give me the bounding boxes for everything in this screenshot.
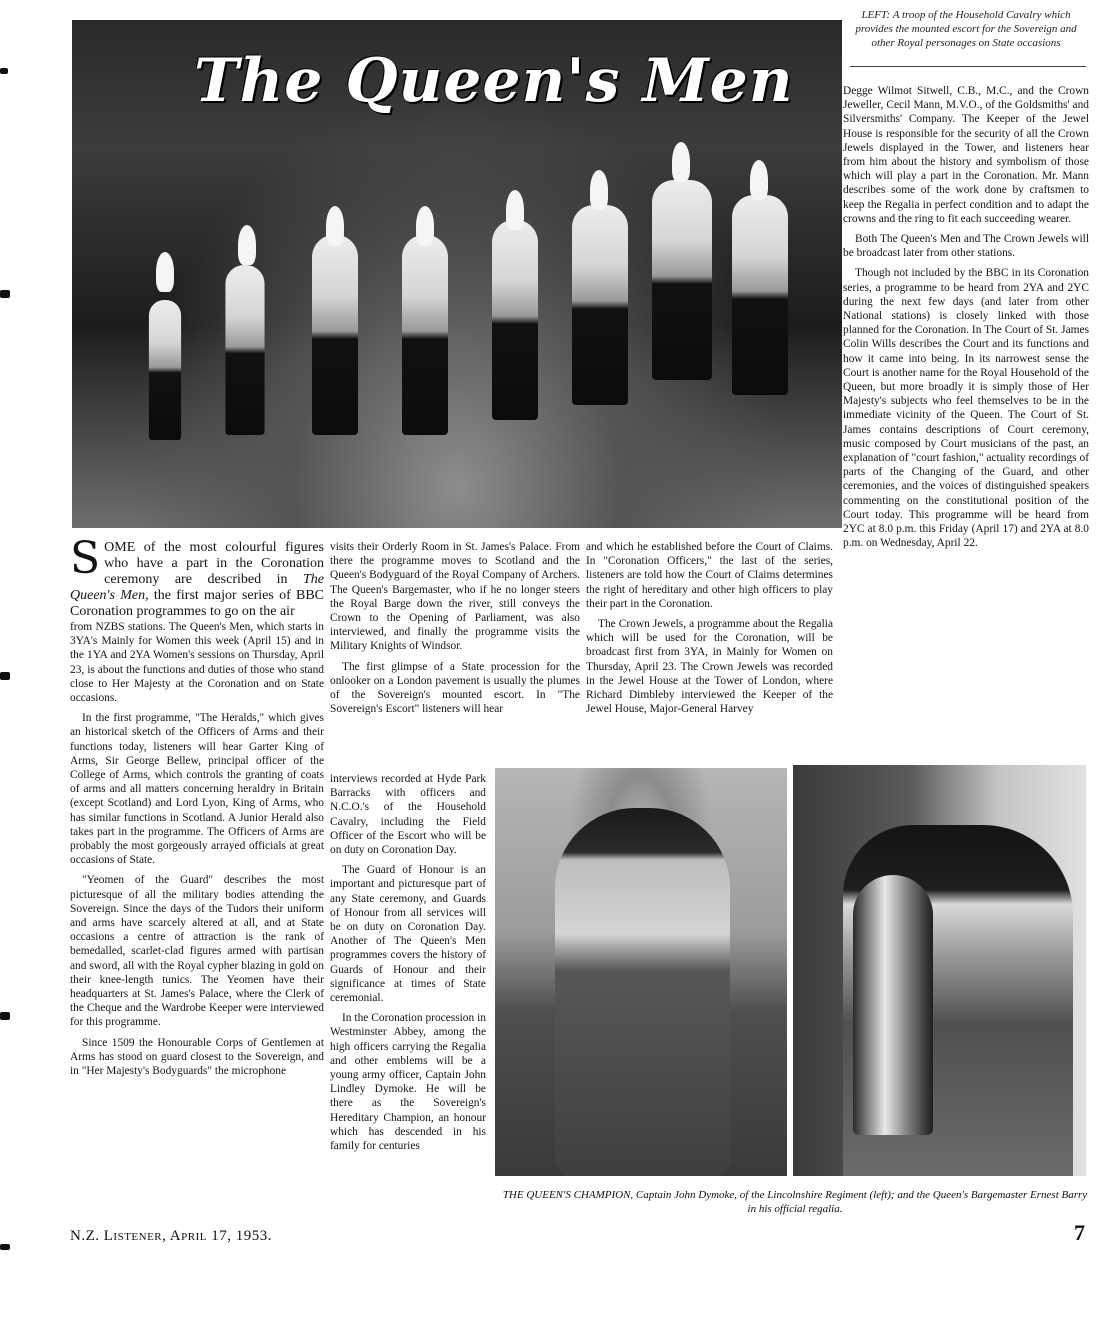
queens-champion-photo [495,768,787,1176]
paragraph: from NZBS stations. The Queen's Men, which starts in 3YA's Mainly for Women this week (April 15) and in the 1YA and 2YA Women's sessions on Thursday, April 23, is about the functions and duties of those who stand close to Her Majesty at the Coronation and on State occasions. [70,621,324,705]
page-number: 7 [1074,1220,1085,1245]
paragraph: Since 1509 the Honourable Corps of Gentlemen at Arms has stood on guard closest to the Sovereign, and in "Her Majesty's Bodyguards" the microphone [70,1036,324,1078]
mace-regalia [853,875,933,1135]
paragraph: The Guard of Honour is an important and picturesque part of any State ceremony, and Guards of Honour from all services will be on duty on Coronation Day. Another of The Queen's Men programmes covers the history of Guards of Honour and their significance at times of State ceremonial. [330,864,486,1005]
paragraph: visits their Orderly Room in St. James's Palace. From there the programme moves to Scotland and the Queen's Bodyguard of the Royal Company of Archers. The Queen's Bargemaster, who if he no longer steers the Royal Barge down the river, still conveys the Crown to the Opening of Parliament, was also interviewed, and finally the programme visits the Military Knights of Windsor. [330,541,580,653]
caption-rule [850,66,1086,67]
bargemaster-photo [793,765,1086,1176]
edge-mark [0,672,10,680]
issue-line: N.Z. Listener, April 17, 1953. [70,1228,272,1244]
lead-text-rest: the first major series of BBC Coronation programmes to go on the air [70,588,324,619]
headline: The Queen's Men [194,46,794,116]
paragraph: Though not included by the BBC in its Coronation series, a programme to be heard from 2YA and 2YC during the next few days (and later from other National stations) is closely linked with those planned for the Coronation. In The Court of St. James Colin Wills describes the Court and its functions and how it came into being. In its narrowest sense the Court is another name for the Royal Household of the Queen, but more broadly it is simply those of Her Majesty's subjects who feel themselves to be in the immediate vicinity of the Queen. The Court of St. James contains descriptions of Court ceremony, music composed by Court musicians of the past, an explanation of "court fashion," actuality recordings of parts of the Changing of the Guard, and other ceremonies, and the voices of distinguished speakers commenting on the constitutional position of the Court today. This programme will be heard from 2YC at 8.0 p.m. this Friday (April 17) and 2YA at 8.0 p.m. on Wednesday, April 22. [843,267,1089,550]
paragraph: Degge Wilmot Sitwell, C.B., M.C., and the Crown Jeweller, Cecil Mann, M.V.O., of the Goldsmiths' and Silversmiths' Company. The Keeper of the Jewel House is responsible for the security of all the Crown Jewels displayed in the Tower, and listeners hear from him about the history and symbolism of those which will play a part in the Coronation. Mr. Mann describes some of the work done by craftsmen to keep the Regalia in perfect condition and to adapt the crowns and the ring to fit each succeeding wearer. [843,85,1089,225]
article-column-2-continued [330,772,486,1159]
top-photo-caption: LEFT: A troop of the Household Cavalry which provides the mounted escort for the Sovereign and other Royal personages on State occasions [855,9,1077,49]
edge-mark [0,68,8,74]
paragraph: The first glimpse of a State procession for the onlooker on a London pavement is usually the plumes of the Sovereign's mounted escort. In "The Sovereign's Escort" listeners will hear [330,660,580,716]
lead-paragraph [70,533,324,620]
paragraph: Both The Queen's Men and The Crown Jewels will be broadcast later from other stations. [843,233,1089,260]
drop-cap: S [70,533,101,584]
edge-mark [0,290,10,298]
article-column-2 [330,540,580,722]
paragraph: and which he established before the Court of Claims. In "Coronation Officers," the last of the series, listeners are told how the Court of Claims determines the right of hereditary and other high officers to play their part in the Coronation. [586,541,833,610]
article-column-1 [70,533,324,1084]
article-column-4 [843,84,1089,557]
lead-title: The Queen's Men, [70,572,324,603]
paragraph: In the first programme, "The Heralds," which gives an historical sketch of the Officers of Arms and their functions today, listeners will hear Garter King of Arms, Sir George Bellew, principal officer of the College of Arms, which controls the granting of coats of arms and all matters concerning heraldry in Britain (except Scotland) and Lord Lyon, King of Arms, who has similar functions in Scotland. A Junior Herald also takes part in the programme. The Officers of Arms are probably the most gorgeously arrayed officials at great occasions of State. [70,712,324,867]
edge-mark [0,1012,10,1020]
article-column-3 [586,540,833,722]
edge-mark [0,1244,10,1250]
cavalry-photo [72,20,842,528]
paragraph: "Yeomen of the Guard" describes the most picturesque of all the military bodies attending the Sovereign. Since the days of the Tudors their uniform and arms have scarcely altered at all, and at State occasions a centre of attraction is the rank of bemedalled, scarlet-clad figures armed with partisan and sword, all with the Royal cypher blazing in gold on their knee-length tunics. The Yeomen have their headquarters at St. James's Palace, where the Clerk of the Cheque and the Wardrobe Keeper were interviewed for this programme. [70,874,324,1029]
paragraph: interviews recorded at Hyde Park Barracks with officers and N.C.O.'s of the Household Cavalry, including the Field Officer of the Escort who will be on duty on Coronation Day. [330,773,486,857]
lead-text: OME of the most colourful figures who have a part in the Coronation ceremony are described in [104,540,324,587]
champion-figure [555,808,730,1176]
paragraph: In the Coronation procession in Westminster Abbey, among the high officers carrying the Regalia and other emblems will be a young army officer, Captain John Lindley Dymoke. He will be there as the Sovereign's Hereditary Champion, an honour which has descended in his family for centuries [330,1012,486,1153]
paragraph: The Crown Jewels, a programme about the Regalia which will be used for the Coronation, will be broadcast first from 3YA, in Mainly for Women on Thursday, April 23. The Crown Jewels was recorded in the Jewel House at the Tower of London, where Richard Dimbleby interviewed the Keeper of the Jewel House, Major-General Harvey [586,618,833,716]
bottom-photo-caption: THE QUEEN'S CHAMPION, Captain John Dymoke, of the Lincolnshire Regiment (left); and the Queen's Bargemaster Ernest Barry in his official regalia. [502,1189,1088,1215]
